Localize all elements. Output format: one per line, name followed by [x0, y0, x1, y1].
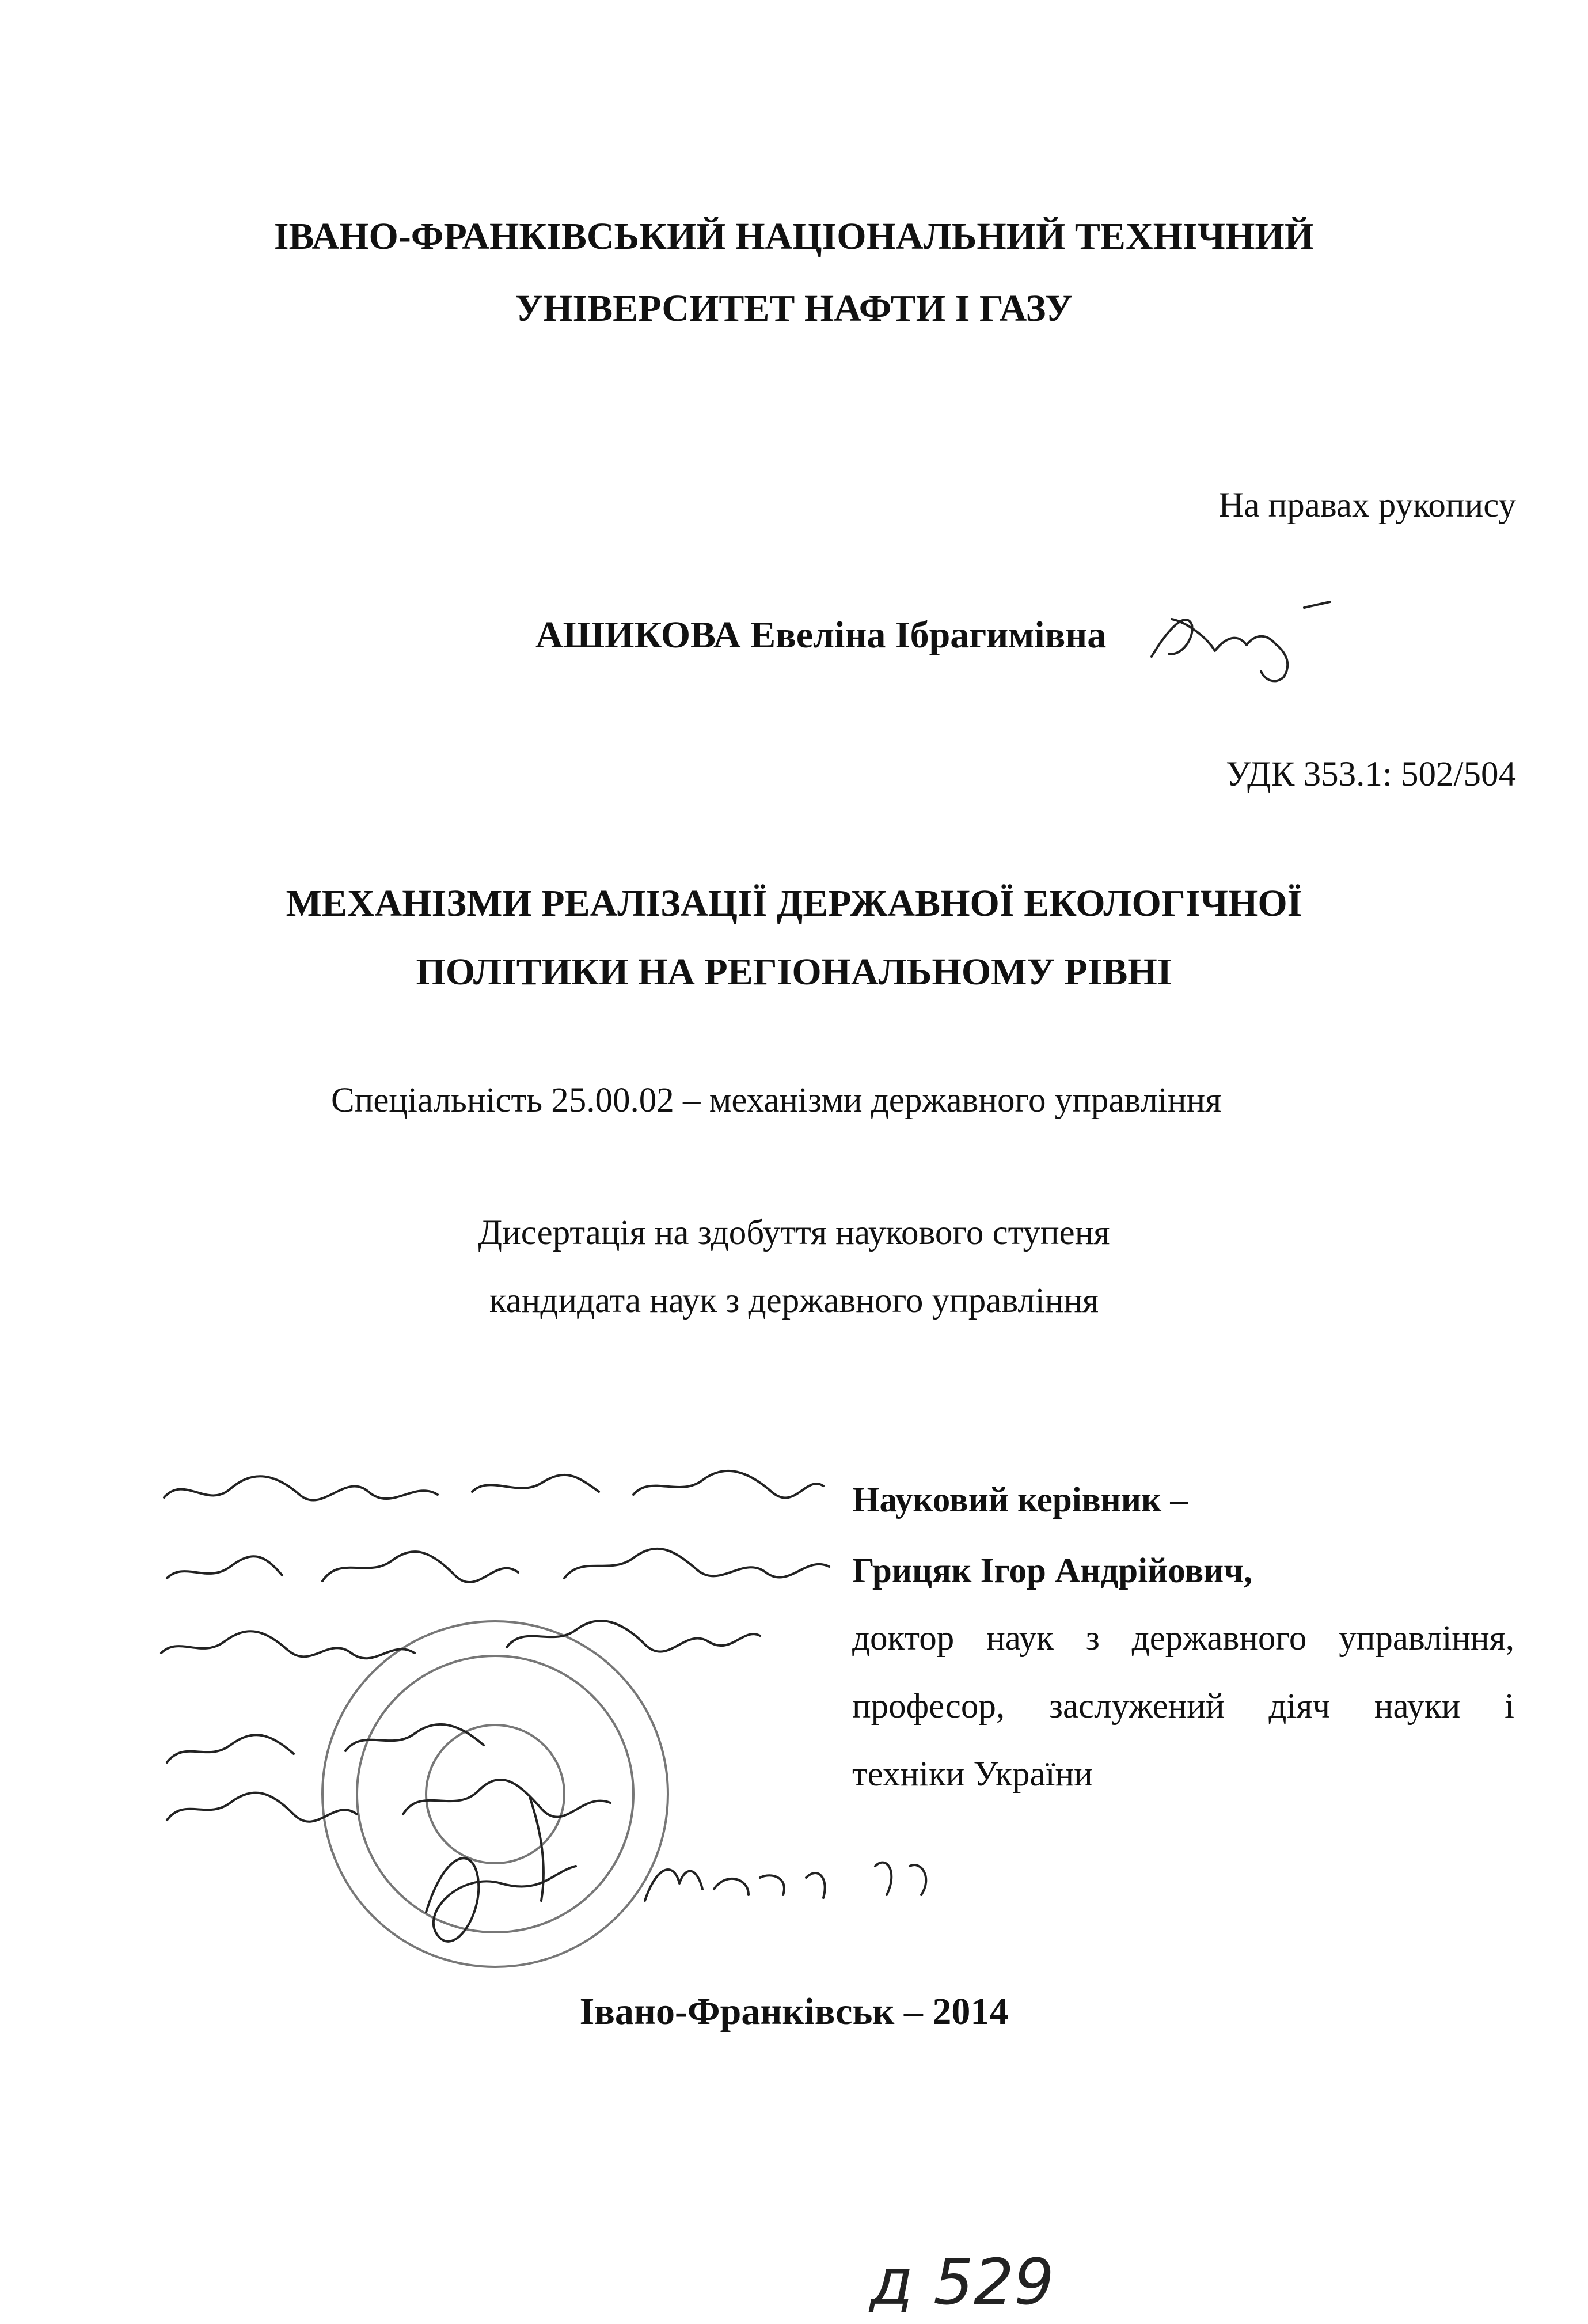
archive-number-text: д 529 — [869, 2245, 1054, 2319]
supervisor-title-line-3: техніки України — [852, 1755, 1093, 1794]
university-name-line-1: ІВАНО-ФРАНКІВСЬКИЙ НАЦІОНАЛЬНИЙ ТЕХНІЧНИЙ — [273, 215, 1315, 257]
thesis-title-line-2: ПОЛІТИКИ НА РЕГІОНАЛЬНОМУ РІВНІ — [416, 951, 1172, 993]
specialty-line: Спеціальність 25.00.02 – механізми державного управління — [331, 1081, 1222, 1120]
author-given-names: Евеліна Ібрагимівна — [750, 614, 1107, 656]
place-and-year: Івано-Франківськ – 2014 — [579, 1991, 1009, 2033]
author-surname: АШИКОВА — [535, 614, 741, 656]
degree-line-2: кандидата наук з державного управління — [489, 1282, 1099, 1320]
author-name — [535, 616, 1106, 654]
supervisor-name: Грицяк Ігор Андрійович, — [852, 1552, 1252, 1590]
degree-line-1: Дисертація на здобуття наукового ступеня — [478, 1214, 1110, 1252]
supervisor-title-line-1: доктор наук з державного управління, — [852, 1619, 1514, 1658]
university-name-line-2: УНІВЕРСИТЕТ НАФТИ І ГАЗУ — [515, 287, 1073, 329]
certification-handwriting — [161, 1471, 1054, 2319]
supervisor-title-line-2: професор, заслужений діяч науки і — [852, 1687, 1514, 1726]
manuscript-note: На правах рукопису — [1218, 486, 1516, 525]
udc-code: УДК 353.1: 502/504 — [1226, 755, 1516, 794]
supervisor-heading: Науковий керівник – — [852, 1481, 1188, 1519]
university-stamp — [322, 1621, 668, 1967]
author-signature — [1152, 602, 1330, 681]
thesis-title-line-1: МЕХАНІЗМИ РЕАЛІЗАЦІЇ ДЕРЖАВНОЇ ЕКОЛОГІЧНОЇ — [286, 882, 1302, 924]
